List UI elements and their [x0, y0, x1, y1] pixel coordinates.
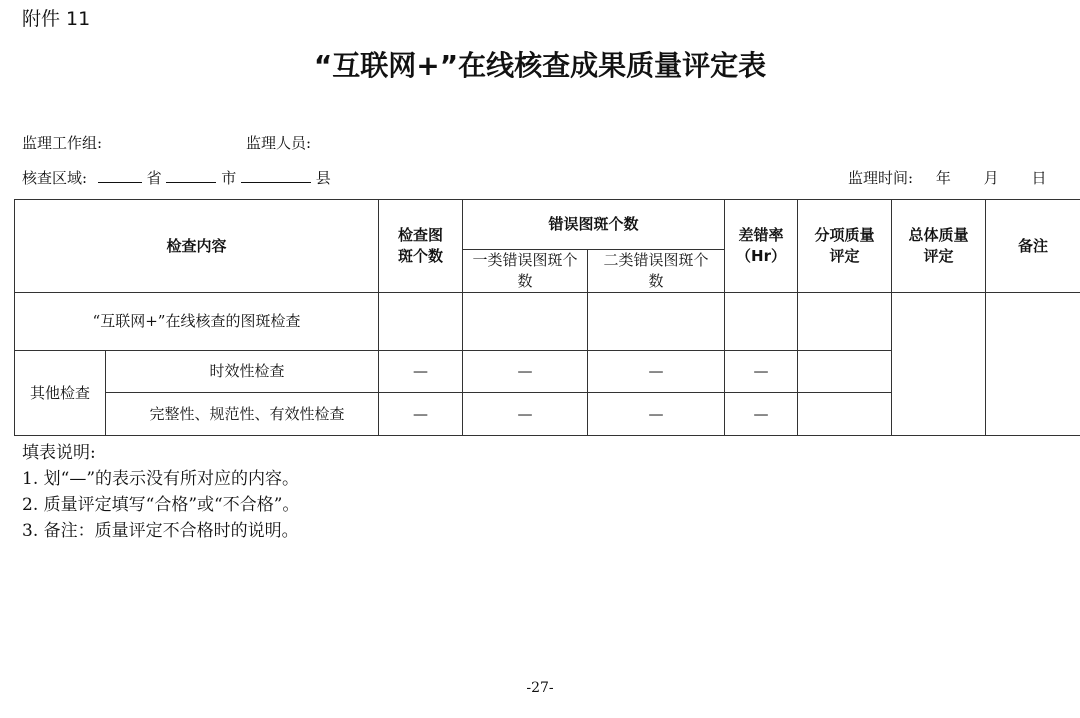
work-group-label: 监理工作组:: [22, 134, 103, 152]
cell-timeliness-item-quality: [798, 351, 892, 393]
dash-cell: —: [379, 351, 463, 393]
cell-online-error-rate: [725, 293, 798, 351]
header-patch-count: 检查图斑个数: [379, 200, 463, 293]
page-number: -27-: [526, 680, 554, 696]
region-label: 核查区域:: [22, 169, 88, 187]
province-suffix: 省: [146, 169, 162, 187]
dash-cell: —: [463, 351, 588, 393]
header-class2-errors: 二类错误图斑个数: [588, 250, 725, 293]
personnel-label: 监理人员:: [246, 134, 312, 152]
row-other-checks: 其他检查: [15, 351, 106, 436]
note-item: 3. 备注：质量评定不合格时的说明。: [22, 521, 299, 541]
county-blank: [241, 168, 311, 183]
dash-cell: —: [463, 393, 588, 436]
day-label: 日: [1031, 169, 1047, 187]
form-title: “互联网+”在线核查成果质量评定表: [313, 49, 767, 82]
time-label: 监理时间:: [848, 169, 914, 187]
cell-online-class1: [463, 293, 588, 351]
dash-cell: —: [588, 351, 725, 393]
cell-online-item-quality: [798, 293, 892, 351]
city-suffix: 市: [221, 169, 237, 187]
header-item-quality: 分项质量评定: [798, 200, 892, 293]
dash-cell: —: [588, 393, 725, 436]
notes-heading: 填表说明:: [22, 443, 96, 463]
filling-instructions: [22, 440, 299, 544]
header-error-rate: 差错率（Hr）: [725, 200, 798, 293]
cell-online-class2: [588, 293, 725, 351]
region-line: [22, 167, 331, 188]
annex-label: 附件 11: [22, 8, 91, 30]
note-item: 1. 划“—”的表示没有所对应的内容。: [22, 469, 300, 489]
row-online-check: “互联网+”在线核查的图斑检查: [15, 293, 379, 351]
cell-completeness-item-quality: [798, 393, 892, 436]
dash-cell: —: [725, 351, 798, 393]
header-error-patch-count: 错误图斑个数: [463, 200, 725, 250]
year-label: 年: [935, 169, 951, 187]
month-label: 月: [983, 169, 999, 187]
county-suffix: 县: [315, 169, 331, 187]
header-remarks: 备注: [986, 200, 1080, 293]
header-check-content: 检查内容: [15, 200, 379, 293]
header-overall-quality: 总体质量评定: [892, 200, 986, 293]
cell-overall-quality: [892, 293, 986, 436]
cell-online-patch-count: [379, 293, 463, 351]
city-blank: [166, 168, 216, 183]
supervision-time: [848, 167, 1046, 188]
dash-cell: —: [379, 393, 463, 436]
province-blank: [98, 168, 142, 183]
row-completeness-check: 完整性、规范性、有效性检查: [106, 393, 379, 436]
quality-assessment-table: [14, 199, 1080, 436]
dash-cell: —: [725, 393, 798, 436]
row-timeliness-check: 时效性检查: [106, 351, 379, 393]
cell-remarks: [986, 293, 1080, 436]
header-class1-errors: 一类错误图斑个数: [463, 250, 588, 293]
note-item: 2. 质量评定填写“合格”或“不合格”。: [22, 495, 300, 515]
